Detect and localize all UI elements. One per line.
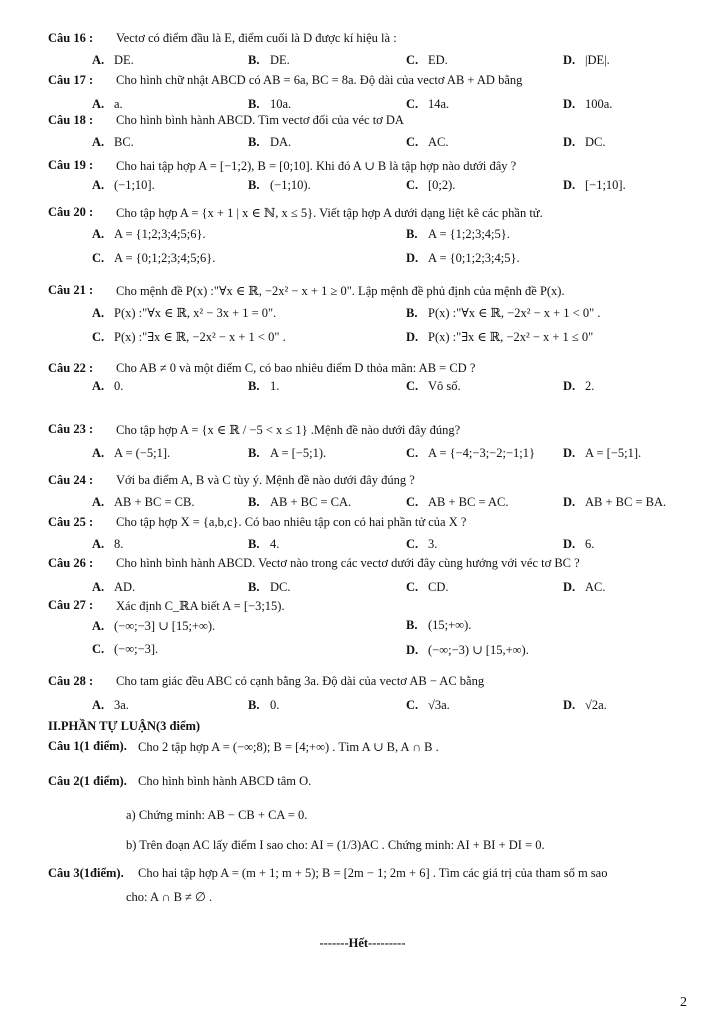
answer-option-d[interactable] (563, 379, 594, 394)
option-label: D. (406, 330, 419, 344)
question-number: Câu 23 : (48, 422, 94, 436)
essay-q1-text: Cho 2 tập hợp A = (−∞;8); B = [4;+∞) . Tìm A ∪ B, A ∩ B . (138, 740, 439, 754)
question-text: Cho hình bình hành ABCD. Vectơ nào trong các vectơ dưới đây cùng hướng với véc tơ BC ? (116, 556, 580, 570)
option-text: P(x) :"∃x ∈ ℝ, −2x² − x + 1 ≤ 0" (428, 330, 594, 344)
essay-q2b: b) Trên đoạn AC lấy điểm I sao cho: AI = (1/3)AC . Chứng minh: AI + BI + DI = 0. (126, 838, 545, 852)
essay-q3-head: Câu 3(1điểm). (48, 866, 124, 880)
option-label: B. (406, 227, 418, 241)
answer-option-c[interactable] (92, 329, 286, 345)
option-text: 3a. (114, 698, 129, 712)
answer-option-a[interactable] (92, 379, 123, 394)
option-text: AC. (428, 135, 449, 149)
option-label: C. (406, 495, 419, 509)
question-text: Cho tập hợp A = {x ∈ ℝ / −5 < x ≤ 1} .Mệnh đề nào dưới đây đúng? (116, 423, 461, 437)
option-label: B. (248, 178, 260, 192)
answer-option-a[interactable] (92, 135, 134, 150)
answer-option-d[interactable] (563, 135, 606, 150)
question-number: Câu 20 : (48, 205, 94, 219)
option-label: C. (406, 135, 419, 149)
option-label: D. (563, 446, 576, 460)
option-text: √2a. (585, 698, 607, 712)
end-marker: -------Hết--------- (319, 936, 406, 950)
option-text: P(x) :"∀x ∈ ℝ, −2x² − x + 1 < 0" . (428, 306, 601, 320)
question-text: Với ba điểm A, B và C tùy ý. Mệnh đề nào dưới đây đúng ? (116, 473, 415, 487)
answer-option-a[interactable] (92, 446, 170, 461)
option-text: CD. (428, 580, 449, 594)
essay-q2-head: Câu 2(1 điểm). (48, 774, 127, 788)
option-text: AC. (585, 580, 606, 594)
answer-option-a[interactable] (92, 618, 215, 634)
option-label: D. (563, 135, 576, 149)
option-label: D. (563, 580, 576, 594)
answer-option-c[interactable] (92, 251, 215, 266)
answer-option-b[interactable] (248, 580, 291, 595)
option-label: A. (92, 379, 105, 393)
option-text: DC. (585, 135, 606, 149)
answer-option-a[interactable] (92, 305, 276, 321)
option-text: 0. (270, 698, 280, 712)
option-label: C. (406, 580, 419, 594)
option-text: A = [−5;1]. (585, 446, 642, 460)
option-label: B. (248, 379, 260, 393)
option-label: A. (92, 53, 105, 67)
answer-option-a[interactable] (92, 537, 123, 552)
option-label: B. (248, 580, 260, 594)
answer-option-b[interactable] (248, 135, 291, 150)
option-label: D. (563, 53, 576, 67)
option-text: Vô số. (428, 379, 461, 393)
answer-option-a[interactable] (92, 698, 129, 713)
question-number: Câu 22 : (48, 361, 94, 375)
option-text: 0. (114, 379, 124, 393)
option-text: A = {−4;−3;−2;−1;1} (428, 446, 535, 460)
option-text: [−1;10]. (585, 178, 626, 192)
option-text: (−1;10]. (114, 178, 155, 192)
answer-option-b[interactable] (406, 618, 471, 633)
option-label: A. (92, 698, 105, 712)
essay-q1-head: Câu 1(1 điểm). (48, 739, 127, 753)
option-label: C. (406, 446, 419, 460)
option-text: 14a. (428, 97, 450, 111)
option-label: D. (563, 97, 576, 111)
answer-option-b[interactable] (248, 97, 291, 112)
option-text: 3. (428, 537, 438, 551)
answer-option-a[interactable] (92, 580, 135, 595)
answer-option-b[interactable] (248, 53, 290, 68)
option-text: |DE|. (585, 53, 610, 67)
essay-q3-text2: cho: A ∩ B ≠ ∅ . (126, 890, 213, 904)
option-label: A. (92, 446, 105, 460)
page-number: 2 (680, 995, 687, 1010)
option-label: B. (248, 495, 260, 509)
answer-option-b[interactable] (248, 537, 279, 552)
option-text: AB + BC = CB. (114, 495, 195, 509)
answer-option-d[interactable] (563, 178, 626, 193)
option-label: A. (92, 227, 105, 241)
option-text: P(x) :"∃x ∈ ℝ, −2x² − x + 1 < 0" . (114, 330, 286, 344)
answer-option-b[interactable] (406, 227, 510, 242)
option-text: A = {0;1;2;3;4;5}. (428, 251, 520, 265)
option-text: DA. (270, 135, 292, 149)
option-label: B. (248, 97, 260, 111)
option-text: (−∞;−3] ∪ [15;+∞). (114, 619, 216, 633)
question-text: Cho mệnh đề P(x) :"∀x ∈ ℝ, −2x² − x + 1 ≥ 0". Lập mệnh đề phủ định của mệnh đề P(x). (116, 284, 565, 298)
answer-option-a[interactable] (92, 53, 134, 68)
option-label: D. (563, 698, 576, 712)
answer-option-c[interactable] (406, 537, 437, 552)
answer-option-c[interactable] (406, 379, 461, 394)
question-number: Câu 25 : (48, 515, 94, 529)
answer-option-b[interactable] (248, 379, 279, 394)
option-label: B. (406, 306, 418, 320)
option-text: 8. (114, 537, 124, 551)
option-label: A. (92, 97, 105, 111)
option-text: A = {0;1;2;3;4;5;6}. (114, 251, 216, 265)
option-label: B. (248, 135, 260, 149)
option-text: A = {1;2;3;4;5;6}. (114, 227, 206, 241)
answer-option-d[interactable] (406, 251, 520, 266)
option-label: C. (406, 178, 419, 192)
option-label: D. (563, 537, 576, 551)
answer-option-d[interactable] (406, 329, 593, 345)
option-text: DE. (270, 53, 290, 67)
question-number: Câu 19 : (48, 158, 94, 172)
option-text: (−1;10). (270, 178, 311, 192)
answer-option-a[interactable] (92, 227, 206, 242)
question-number: Câu 27 : (48, 598, 94, 612)
option-text: BC. (114, 135, 134, 149)
option-text: (−∞;−3) ∪ [15,+∞). (428, 643, 529, 657)
answer-option-d[interactable] (563, 53, 610, 68)
answer-option-c[interactable] (406, 135, 449, 150)
answer-option-b[interactable] (248, 446, 326, 461)
answer-option-c[interactable] (406, 698, 450, 713)
option-label: A. (92, 495, 105, 509)
option-text: a. (114, 97, 123, 111)
option-text: ED. (428, 53, 448, 67)
option-text: 2. (585, 379, 595, 393)
question-text: Cho tam giác đều ABC có cạnh bằng 3a. Độ dài của vectơ AB − AC bằng (116, 674, 485, 688)
answer-option-a[interactable] (92, 97, 123, 112)
option-label: B. (248, 53, 260, 67)
option-label: A. (92, 178, 105, 192)
answer-option-b[interactable] (248, 178, 311, 193)
answer-option-b[interactable] (248, 698, 279, 713)
option-label: A. (92, 537, 105, 551)
answer-option-d[interactable] (563, 495, 666, 510)
question-number: Câu 21 : (48, 283, 94, 297)
option-text: 6. (585, 537, 595, 551)
option-text: A = [−5;1). (270, 446, 327, 460)
option-label: D. (406, 251, 419, 265)
answer-option-c[interactable] (406, 580, 449, 595)
option-text: √3a. (428, 698, 450, 712)
option-label: B. (406, 618, 418, 632)
answer-option-a[interactable] (92, 178, 155, 193)
option-text: 10a. (270, 97, 292, 111)
option-label: C. (406, 379, 419, 393)
essay-title: II.PHẦN TỰ LUẬN(3 điểm) (48, 719, 201, 733)
question-text: Cho hình bình hành ABCD. Tìm vectơ đối của véc tơ DA (116, 113, 404, 127)
question-text: Cho hai tập hợp A = [−1;2), B = [0;10]. Khi đó A ∪ B là tập hợp nào dưới đây ? (116, 159, 517, 173)
question-text: Cho tập hợp X = {a,b,c}. Có bao nhiêu tập con có hai phần tử của X ? (116, 515, 467, 529)
answer-option-c[interactable] (406, 495, 508, 510)
option-label: C. (406, 698, 419, 712)
question-text: Xác định C_ℝA biết A = [−3;15). (116, 599, 285, 613)
option-label: C. (92, 330, 105, 344)
answer-option-d[interactable] (563, 580, 606, 595)
question-text: Vectơ có điểm đầu là E, điểm cuối là D được kí hiệu là : (116, 31, 397, 45)
option-label: B. (248, 698, 260, 712)
option-text: [0;2). (428, 178, 456, 192)
option-label: A. (92, 580, 105, 594)
option-label: C. (406, 537, 419, 551)
option-label: B. (248, 446, 260, 460)
question-text: Cho AB ≠ 0 và một điểm C, có bao nhiêu điểm D thỏa mãn: AB = CD ? (116, 361, 476, 375)
answer-option-d[interactable] (406, 642, 529, 658)
option-label: D. (563, 379, 576, 393)
option-label: C. (406, 53, 419, 67)
question-number: Câu 24 : (48, 473, 94, 487)
option-label: C. (406, 97, 419, 111)
question-number: Câu 26 : (48, 556, 94, 570)
question-text: Cho hình chữ nhật ABCD có AB = 6a, BC = 8a. Độ dài của vectơ AB + AD bằng (116, 73, 523, 87)
answer-option-d[interactable] (563, 97, 612, 112)
essay-q3-text: Cho hai tập hợp A = (m + 1; m + 5); B = [2m − 1; 2m + 6] . Tìm các giá trị của tham số m sao (138, 866, 608, 880)
answer-option-c[interactable] (406, 178, 455, 193)
option-text: (15;+∞). (428, 618, 472, 632)
option-text: 100a. (585, 97, 613, 111)
option-label: D. (563, 178, 576, 192)
option-text: AB + BC = AC. (428, 495, 509, 509)
option-label: B. (248, 537, 260, 551)
option-text: 1. (270, 379, 280, 393)
question-number: Câu 18 : (48, 113, 94, 127)
essay-q2a: a) Chứng minh: AB − CB + CA = 0. (126, 808, 308, 822)
answer-option-c[interactable] (406, 53, 448, 68)
option-label: C. (92, 251, 105, 265)
answer-option-a[interactable] (92, 495, 194, 510)
option-text: A = {1;2;3;4;5}. (428, 227, 510, 241)
answer-option-c[interactable] (406, 446, 535, 461)
option-text: A = (−5;1]. (114, 446, 171, 460)
option-text: DC. (270, 580, 291, 594)
option-text: (−∞;−3]. (114, 642, 159, 656)
option-label: A. (92, 619, 105, 633)
answer-option-c[interactable] (406, 97, 449, 112)
question-number: Câu 16 : (48, 31, 94, 45)
answer-option-d[interactable] (563, 537, 594, 552)
essay-q2-text: Cho hình bình hành ABCD tâm O. (138, 774, 312, 788)
answer-option-d[interactable] (563, 446, 641, 461)
question-number: Câu 17 : (48, 73, 94, 87)
option-text: AB + BC = BA. (585, 495, 667, 509)
answer-option-b[interactable] (406, 305, 600, 321)
option-text: 4. (270, 537, 280, 551)
option-text: DE. (114, 53, 134, 67)
answer-option-d[interactable] (563, 698, 607, 713)
option-label: D. (563, 495, 576, 509)
option-label: C. (92, 642, 105, 656)
option-label: A. (92, 306, 105, 320)
question-text: Cho tập hợp A = {x + 1 | x ∈ ℕ, x ≤ 5}. Viết tập hợp A dưới dạng liệt kê các phần tử. (116, 206, 543, 220)
option-label: A. (92, 135, 105, 149)
option-text: AD. (114, 580, 136, 594)
option-label: D. (406, 643, 419, 657)
question-number: Câu 28 : (48, 674, 94, 688)
answer-option-b[interactable] (248, 495, 351, 510)
option-text: P(x) :"∀x ∈ ℝ, x² − 3x + 1 = 0". (114, 306, 277, 320)
option-text: AB + BC = CA. (270, 495, 352, 509)
answer-option-c[interactable] (92, 642, 158, 657)
